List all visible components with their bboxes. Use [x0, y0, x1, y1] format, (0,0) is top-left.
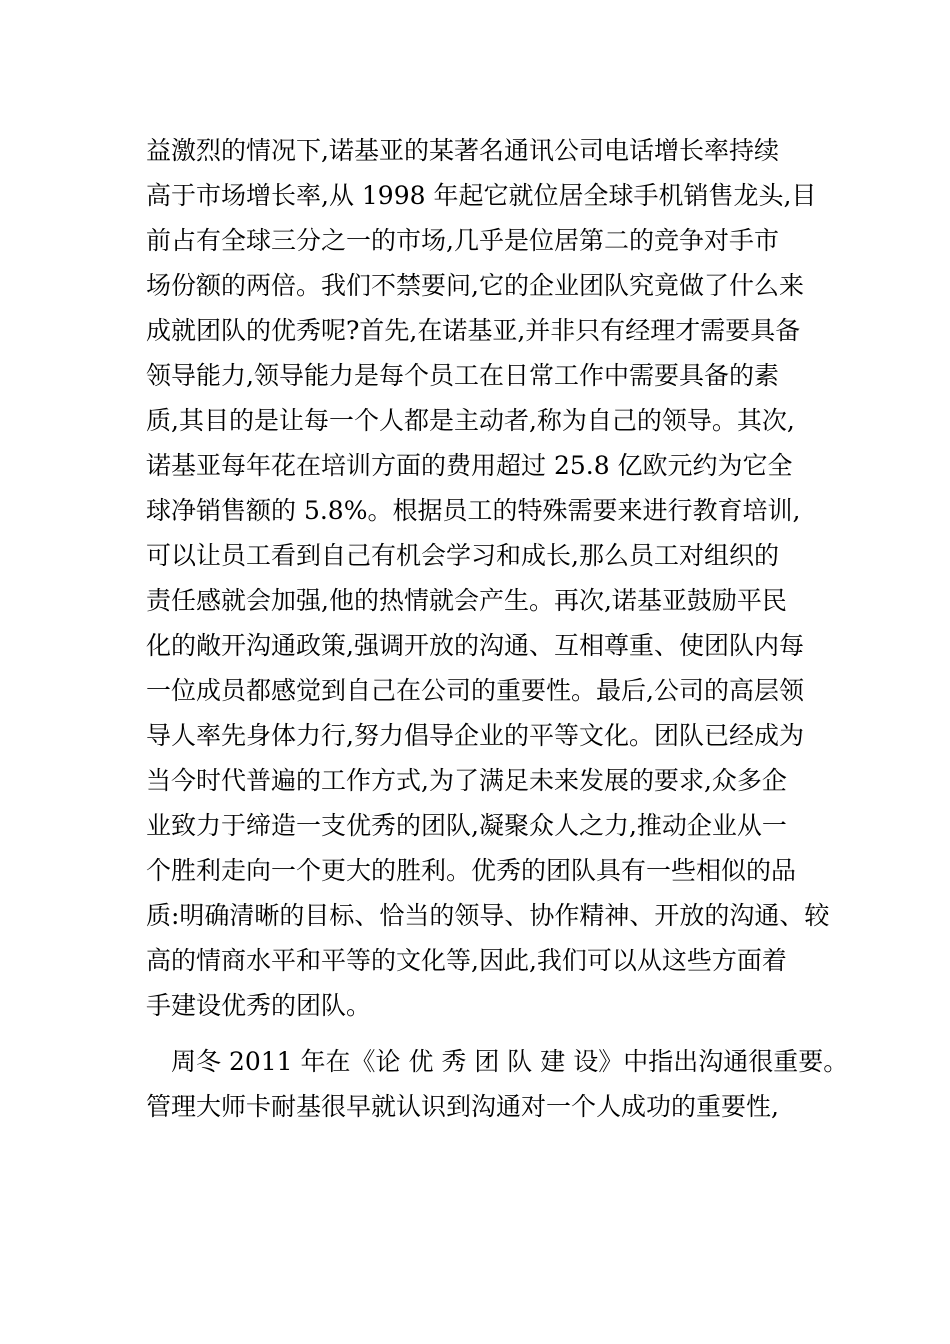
text-line: 领导能力,领导能力是每个员工在日常工作中需要具备的素	[146, 361, 779, 390]
text-line: 球净销售额的 5.8%。根据员工的特殊需要来进行教育培训,	[146, 496, 801, 525]
text-line: 一位成员都感觉到自己在公司的重要性。最后,公司的高层领	[146, 676, 804, 705]
paragraph-2	[146, 1039, 849, 1129]
text-line: 成就团队的优秀呢?首先,在诺基亚,并非只有经理才需要具备	[146, 316, 801, 345]
text-line: 场份额的两倍。我们不禁要问,它的企业团队究竟做了什么来	[146, 271, 804, 300]
text-line: 化的敞开沟通政策,强调开放的沟通、互相尊重、使团队内每	[146, 631, 804, 660]
text-line: 质:明确清晰的目标、恰当的领导、协作精神、开放的沟通、较	[146, 901, 830, 930]
text-line: 高于市场增长率,从 1998 年起它就位居全球手机销售龙头,目	[146, 181, 817, 210]
body-text	[146, 128, 849, 1129]
text-line: 益激烈的情况下,诺基亚的某著名通讯公司电话增长率持续	[146, 136, 779, 165]
text-line: 业致力于缔造一支优秀的团队,凝聚众人之力,推动企业从一	[146, 811, 787, 840]
text-line: 责任感就会加强,他的热情就会产生。再次,诺基亚鼓励平民	[146, 586, 787, 615]
text-line: 质,其目的是让每一个人都是主动者,称为自己的领导。其次,	[146, 406, 795, 435]
paragraph-1	[146, 128, 830, 1028]
text-line: 前占有全球三分之一的市场,几乎是位居第二的竞争对手市	[146, 226, 779, 255]
text-line: 导人率先身体力行,努力倡导企业的平等文化。团队已经成为	[146, 721, 804, 750]
text-line: 当今时代普遍的工作方式,为了满足未来发展的要求,众多企	[146, 766, 787, 795]
text-line: 管理大师卡耐基很早就认识到沟通对一个人成功的重要性,	[146, 1092, 779, 1121]
text-line: 个胜利走向一个更大的胜利。优秀的团队具有一些相似的品	[146, 856, 797, 885]
text-line: 诺基亚每年花在培训方面的费用超过 25.8 亿欧元约为它全	[146, 451, 793, 480]
text-line: 手建设优秀的团队。	[146, 991, 372, 1020]
text-line: 高的情商水平和平等的文化等,因此,我们可以从这些方面着	[146, 946, 787, 975]
text-line: 可以让员工看到自己有机会学习和成长,那么员工对组织的	[146, 541, 779, 570]
text-line: 周冬 2011 年在《论 优 秀 团 队 建 设》中指出沟通很重要。	[171, 1047, 849, 1076]
